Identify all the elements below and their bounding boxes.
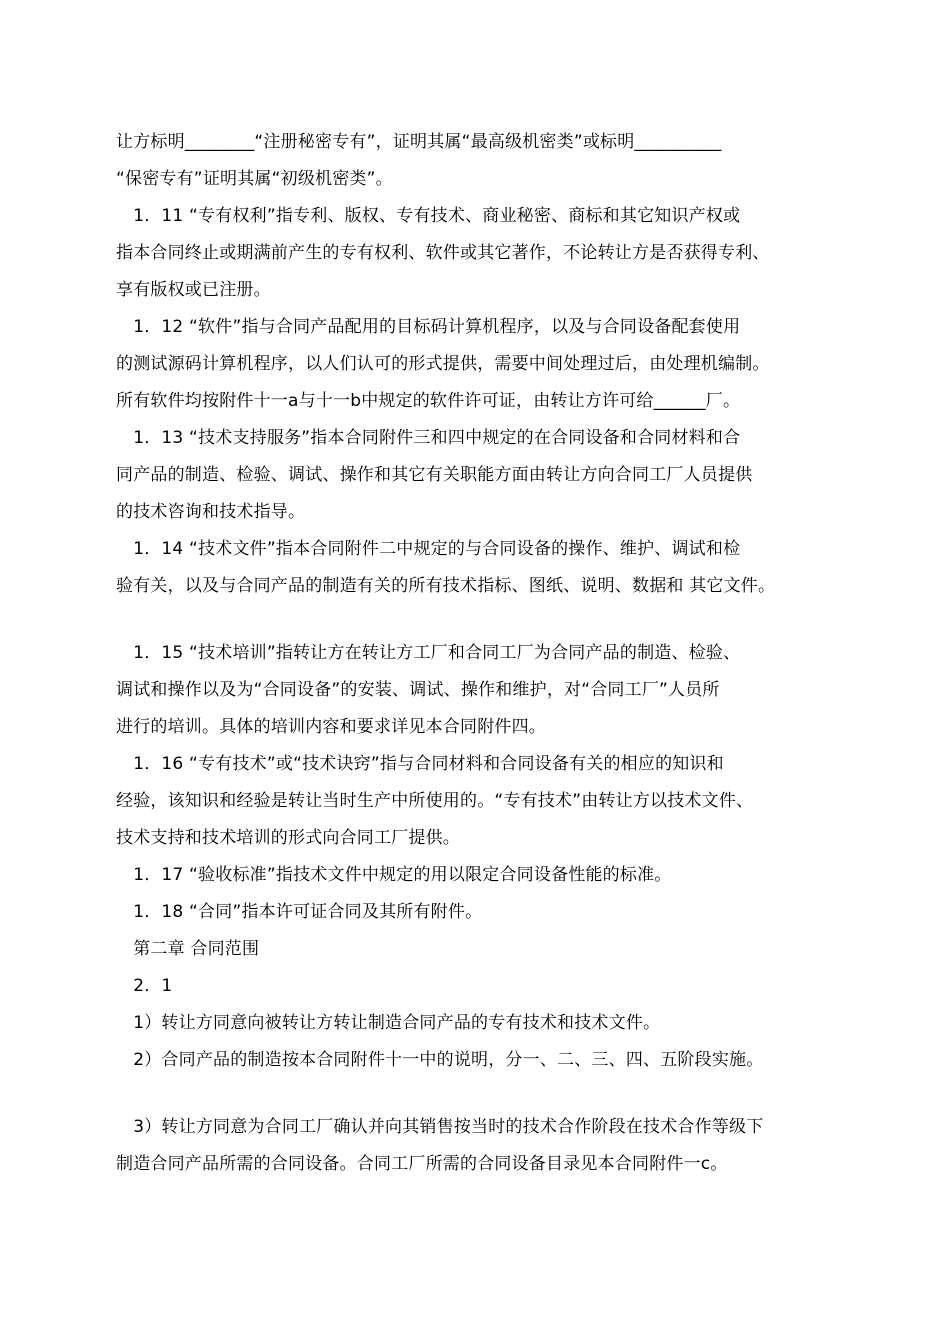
clause-1-18: 1．18 “合同”指本许可证合同及其所有附件。 — [116, 902, 483, 922]
list-item: 2）合同产品的制造按本合同附件十一中的说明，分一、二、三、四、五阶段实施。 — [116, 1050, 764, 1070]
clause-1-13: 1．13 “技术支持服务”指本合同附件三和四中规定的在合同设备和合同材料和合 — [116, 428, 741, 448]
text-line: 制造合同产品所需的合同设备。合同工厂所需的合同设备目录见本合同附件一c。 — [116, 1154, 728, 1174]
chapter-heading: 第二章 合同范围 — [116, 939, 260, 959]
clause-1-17: 1．17 “验收标准”指技术文件中规定的用以限定合同设备性能的标准。 — [116, 865, 672, 885]
text-line: 调试和操作以及为“合同设备”的安装、调试、操作和维护，对“合同工厂”人员所 — [116, 680, 720, 700]
list-item: 1）转让方同意向被转让方转让制造合同产品的专有技术和技术文件。 — [116, 1013, 661, 1033]
text-line: 验有关，以及与合同产品的制造有关的所有技术指标、图纸、说明、数据和 其它文件。 — [116, 576, 776, 596]
paragraph-gap — [116, 1079, 846, 1109]
clause-1-15: 1．15 “技术培训”指转让方在转让方工厂和合同工厂为合同产品的制造、检验、 — [116, 643, 741, 663]
clause-1-11: 1．11 “专有权利”指专利、版权、专有技术、商业秘密、商标和其它知识产权或 — [116, 206, 741, 226]
clause-1-16: 1．16 “专有技术”或“技术诀窍”指与合同材料和合同设备有关的相应的知识和 — [116, 754, 724, 774]
section-number: 2．1 — [116, 976, 173, 996]
clause-1-12: 1．12 “软件”指与合同产品配用的目标码计算机程序，以及与合同设备配套使用 — [116, 317, 741, 337]
text-line: “保密专有”证明其属“初级机密类”。 — [116, 169, 393, 189]
text-line: 进行的培训。具体的培训内容和要求详见本合同附件四。 — [116, 717, 546, 737]
text-line: 所有软件均按附件十一a与十一b中规定的软件许可证，由转让方许可给______厂。 — [116, 391, 741, 411]
text-line: 的技术咨询和技术指导。 — [116, 502, 306, 522]
list-item: 3）转让方同意为合同工厂确认并向其销售按当时的技术合作阶段在技术合作等级下 — [116, 1117, 764, 1137]
text-line: 同产品的制造、检验、调试、操作和其它有关职能方面由转让方向合同工厂人员提供 — [116, 465, 753, 485]
text-line: 享有版权或已注册。 — [116, 280, 271, 300]
text-line: 技术支持和技术培训的形式向合同工厂提供。 — [116, 828, 460, 848]
text-line: 的测试源码计算机程序，以人们认可的形式提供，需要中间处理过后，由处理机编制。 — [116, 354, 770, 374]
text-line: 让方标明________“注册秘密专有”，证明其属“最高级机密类”或标明__________ — [116, 132, 722, 152]
paragraph-gap — [116, 605, 846, 635]
clause-1-14: 1．14 “技术文件”指本合同附件二中规定的与合同设备的操作、维护、调试和检 — [116, 539, 741, 559]
document-body — [116, 124, 846, 1183]
text-line: 经验，该知识和经验是转让当时生产中所使用的。“专有技术”由转让方以技术文件、 — [116, 791, 754, 811]
text-line: 指本合同终止或期满前产生的专有权利、软件或其它著作，不论转让方是否获得专利、 — [116, 243, 770, 263]
